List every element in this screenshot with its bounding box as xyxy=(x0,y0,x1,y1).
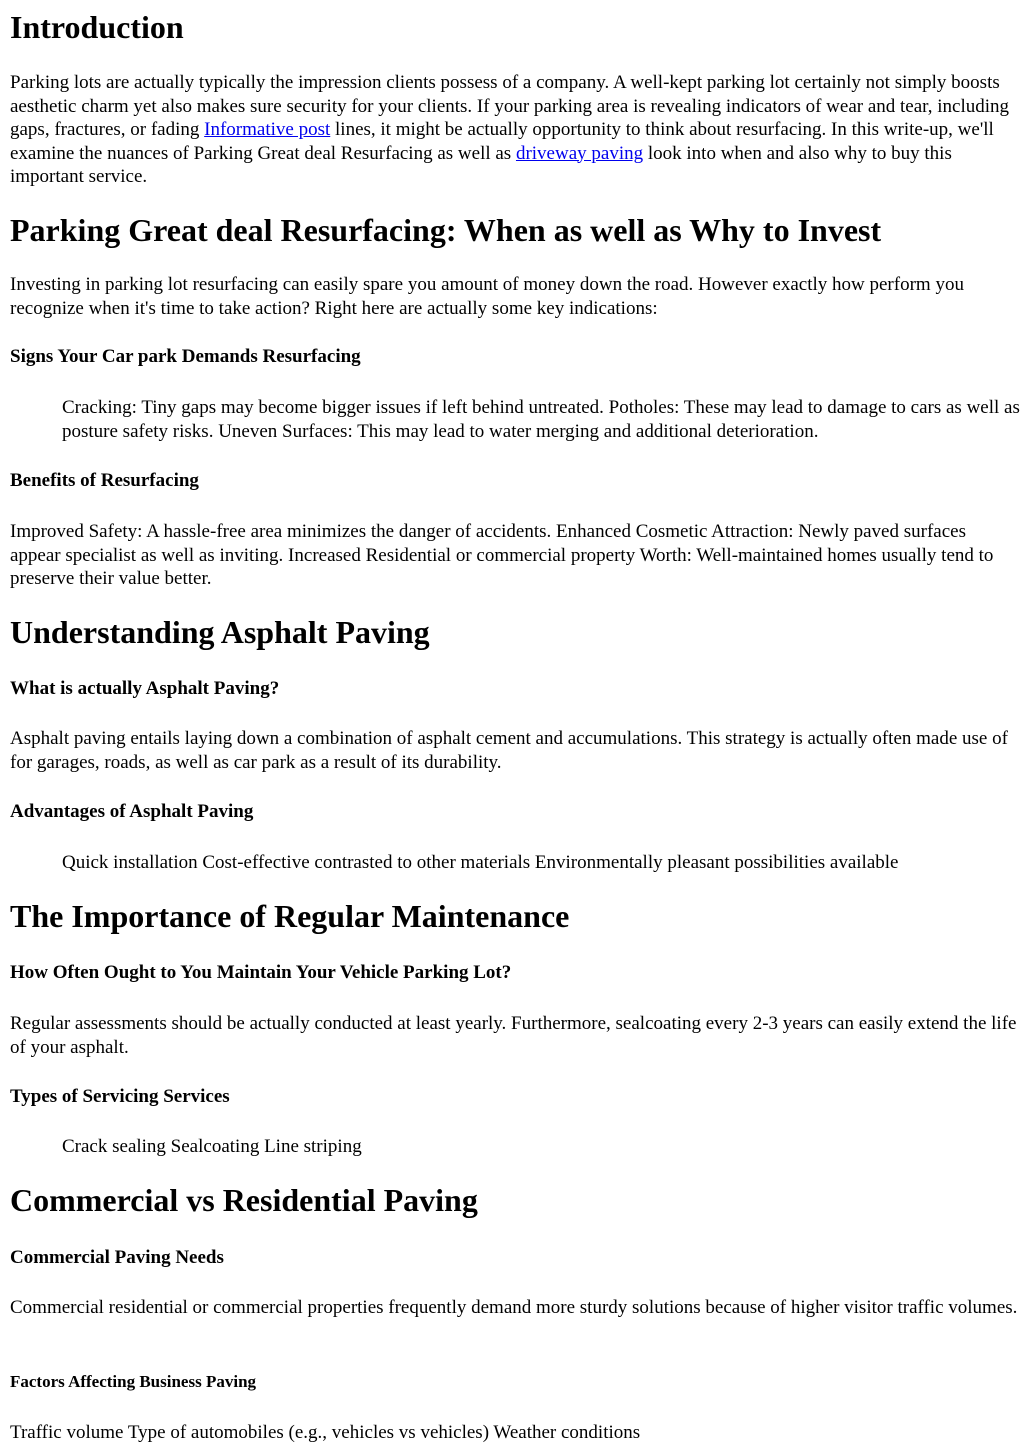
intro-text-1: Parking lots are actually typically the impression clients possess of a company. A well-kept parking lot certainly not simply boosts aesthetic charm yet also makes sure security for your clients. If your parking area is revealing indicators of wear and tear, including gaps, fractures, or fading xyxy=(10,72,1010,140)
heading-benefits: Benefits of Resurfacing xyxy=(10,470,199,491)
signs-list: Cracking: Tiny gaps may become bigger issues if left behind untreated. Potholes: These may lead to damage to cars as well as posture safety risks. Uneven Surfaces: This may lead to water merging and additional deterioration. xyxy=(62,397,1020,442)
heading-advantages: Advantages of Asphalt Paving xyxy=(10,801,254,822)
intro-text-2: lines, it might be actually opportunity to think about resurfacing. In this write-up, we'll examine the nuances of Parking Great deal Resurfacing as well as xyxy=(10,119,994,164)
heading-what-is-asphalt: What is actually Asphalt Paving? xyxy=(10,678,280,699)
heading-introduction: Introduction xyxy=(10,9,184,45)
commercial-paragraph: Commercial residential or commercial properties frequently demand more sturdy solutions because of higher visitor traffic volumes. xyxy=(10,1297,1018,1318)
heading-commercial: Commercial vs Residential Paving xyxy=(10,1182,478,1218)
asphalt-paragraph: Asphalt paving entails laying down a combination of asphalt cement and accumulations. This strategy is actually often made use of for garages, roads, as well as car park as a result of its durability. xyxy=(10,728,1008,773)
heading-signs: Signs Your Car park Demands Resurfacing xyxy=(10,346,361,367)
heading-types-servicing: Types of Servicing Services xyxy=(10,1086,230,1107)
intro-text-3: look into when and also why to buy this important service. xyxy=(10,142,952,187)
heading-factors: Factors Affecting Business Paving xyxy=(10,1372,257,1391)
advantages-list: Quick installation Cost-effective contrasted to other materials Environmentally pleasant possibilities available xyxy=(62,852,899,873)
heading-asphalt: Understanding Asphalt Paving xyxy=(10,614,430,650)
benefits-paragraph: Improved Safety: A hassle-free area minimizes the danger of accidents. Enhanced Cosmetic Attraction: Newly paved surfaces appear specialist as well as inviting. Increased Residential or commercial property Worth: Well-maintained homes usually tend to preserve their value better. xyxy=(10,521,994,589)
informative-post-link[interactable]: Informative post xyxy=(204,119,331,140)
factors-list: Traffic volume Type of automobiles (e.g., vehicles vs vehicles) Weather conditions xyxy=(10,1422,641,1443)
heading-resurfacing: Parking Great deal Resurfacing: When as well as Why to Invest xyxy=(10,212,882,248)
intro-paragraph xyxy=(10,71,1018,189)
resurfacing-paragraph: Investing in parking lot resurfacing can easily spare you amount of money down the road. However exactly how perform you recognize when it's time to take action? Right here are actually some key indications: xyxy=(10,274,964,319)
servicing-list: Crack sealing Sealcoating Line striping xyxy=(62,1136,362,1157)
heading-maintenance: The Importance of Regular Maintenance xyxy=(10,898,570,934)
maintenance-paragraph: Regular assessments should be actually conducted at least yearly. Furthermore, sealcoating every 2-3 years can easily extend the life of your asphalt. xyxy=(10,1013,1017,1058)
driveway-paving-link[interactable]: driveway paving xyxy=(515,142,644,164)
heading-how-often: How Often Ought to You Maintain Your Vehicle Parking Lot? xyxy=(10,962,512,983)
heading-commercial-needs: Commercial Paving Needs xyxy=(10,1247,224,1268)
